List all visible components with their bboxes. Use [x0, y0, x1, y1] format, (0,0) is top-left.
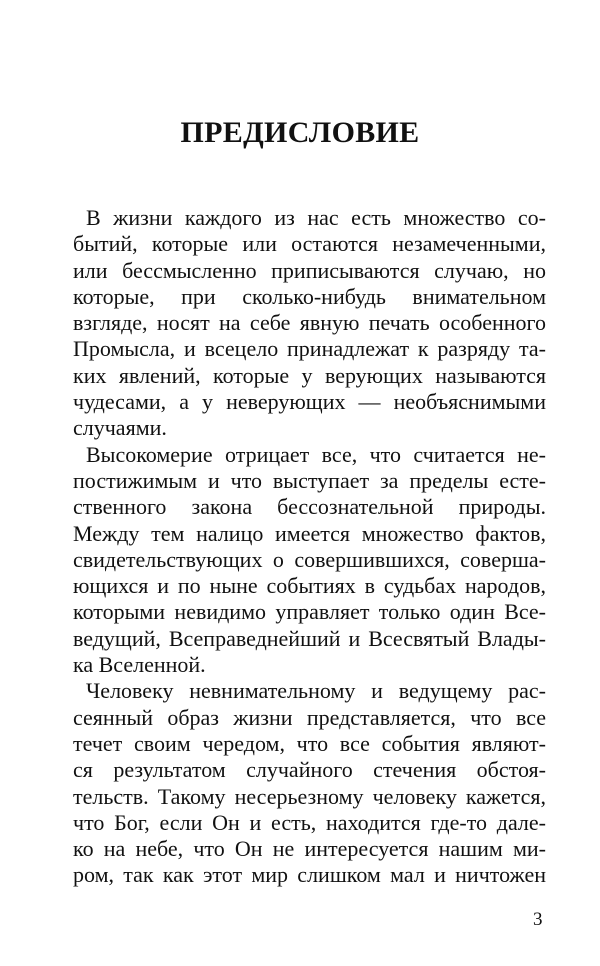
text-line: взгляде, носят на себе явную печать особенного [73, 310, 546, 336]
text-line: ведущий, Всеправеднейший и Всесвятый Влады- [73, 625, 546, 651]
text-line: Между тем налицо имеется множество фактов, [73, 520, 546, 546]
text-line: ром, так как этот мир слишком мал и ничтожен [73, 862, 546, 888]
text-line: ко на небе, что Он не интересуется нашим ми- [73, 836, 546, 862]
text-line: случаями. [73, 415, 167, 441]
text-line: сеянный образ жизни представляется, что все [73, 704, 546, 730]
text-line: которые, при сколько-нибудь внимательном [73, 283, 546, 309]
text-line: постижимым и что выступает за пределы есте- [73, 467, 546, 493]
text-line: ющихся и по ныне событиях в судьбах народов, [73, 573, 546, 599]
text-line: ких явлений, которые у верующих называются [73, 362, 546, 388]
text-line: или бессмысленно приписываются случаю, но [73, 257, 546, 283]
page-number: 3 [533, 909, 543, 930]
page-title: ПРЕДИСЛОВИЕ [180, 116, 420, 149]
text-line: В жизни каждого из нас есть множество со- [86, 205, 546, 230]
text-line: Человеку невнимательному и ведущему рас- [86, 678, 546, 704]
text-line: ся результатом случайного стечения обстоя- [73, 757, 546, 783]
body-text [73, 205, 546, 889]
text-line: тельств. Такому несерьезному человеку кажется, [73, 783, 546, 809]
text-line: чудесами, а у неверующих — необъяснимыми [73, 389, 546, 415]
text-line: что Бог, если Он и есть, находится где-то дале- [73, 809, 546, 835]
text-line: бытий, которые или остаются незамеченными, [73, 231, 546, 257]
text-line: ственного закона бессознательной природы. [73, 494, 546, 520]
text-line: ка Вселенной. [73, 652, 206, 678]
text-line: течет своим чередом, что все события являют- [73, 730, 546, 756]
text-line: которыми невидимо управляет только один Все- [73, 599, 546, 625]
text-line: Промысла, и всецело принадлежат к разряду та- [73, 336, 546, 362]
text-line: свидетельствующих о совершившихся, соверша- [73, 546, 546, 572]
text-line: Высокомерие отрицает все, что считается не- [86, 441, 546, 467]
